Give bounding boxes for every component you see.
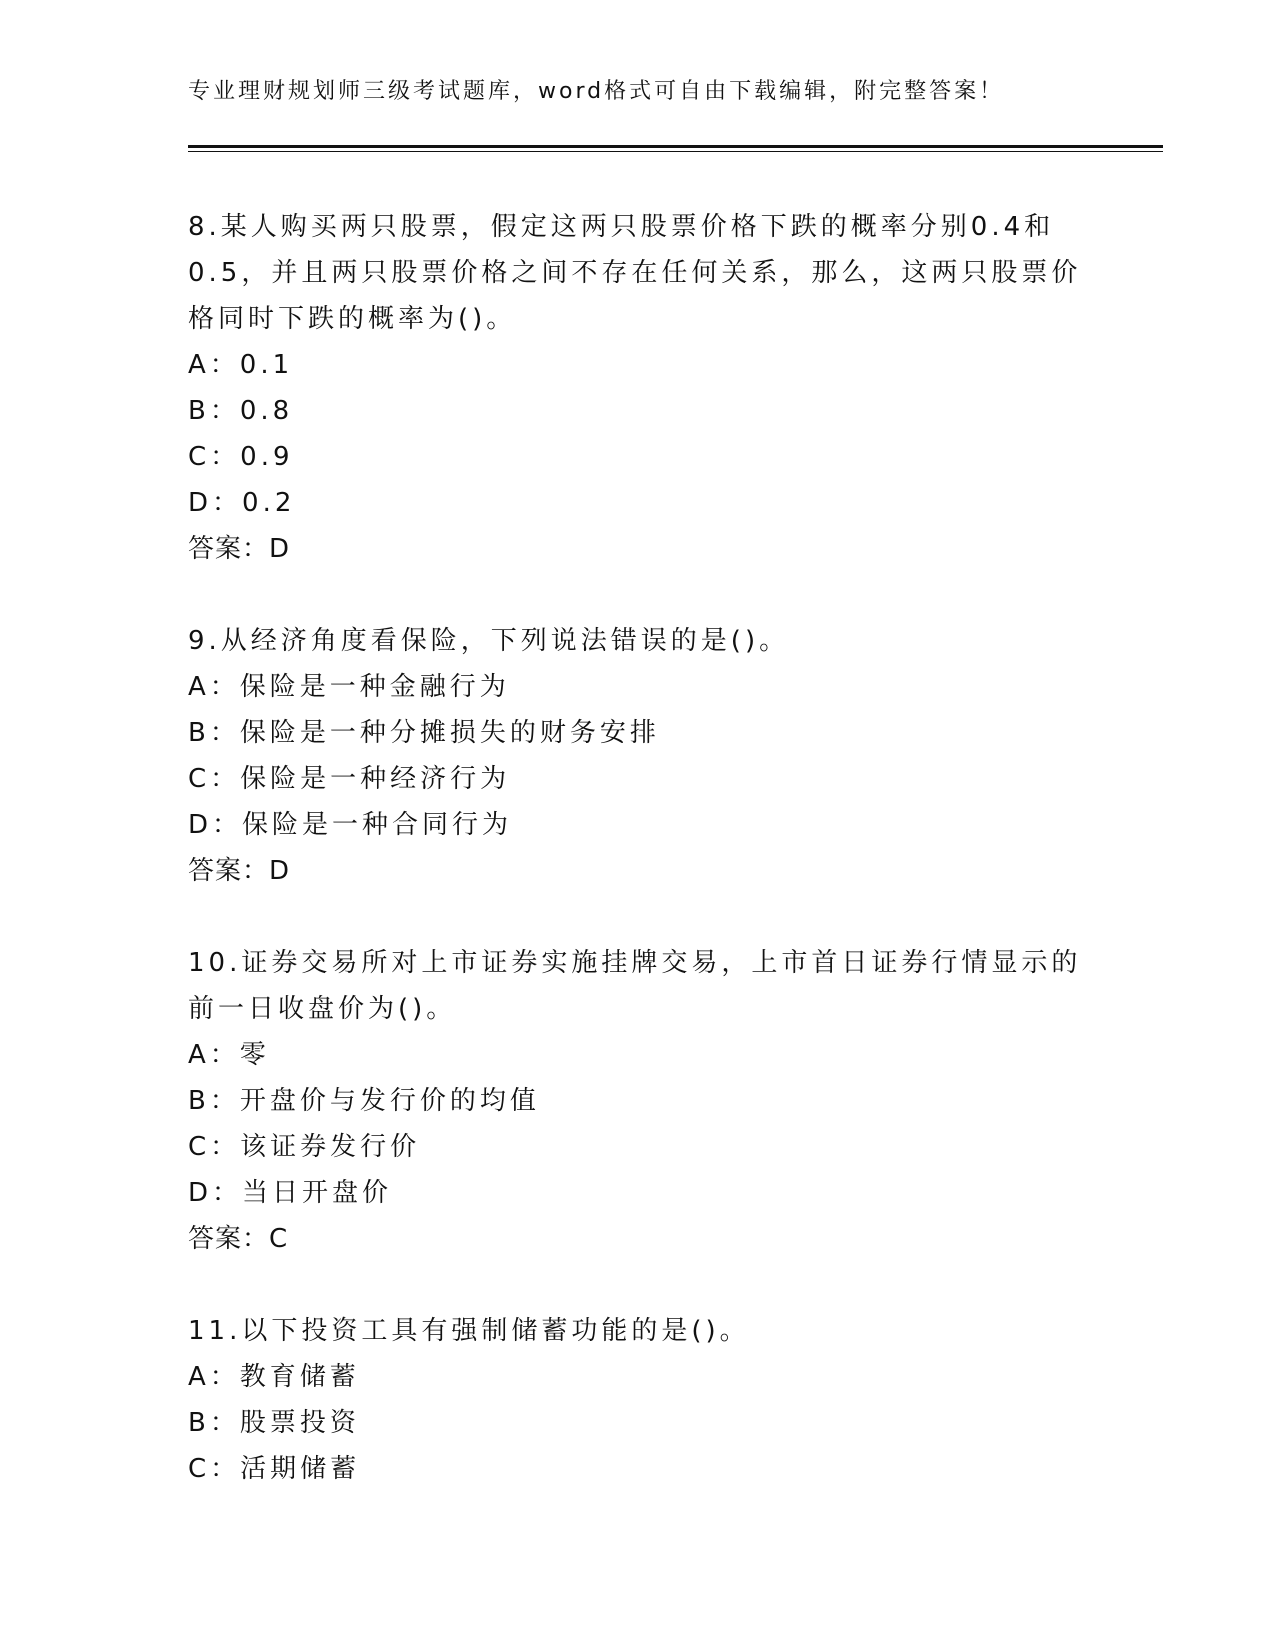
question-11 [188, 1308, 1088, 1492]
question-stem: 11.以下投资工具有强制储蓄功能的是()。 [188, 1316, 750, 1346]
question-8 [188, 204, 1088, 572]
question-list [188, 204, 1088, 1538]
question-stem: 8.某人购买两只股票，假定这两只股票价格下跌的概率分别0.4和0.5，并且两只股票价格之间不存在任何关系，那么，这两只股票价格同时下跌的概率为()。 [188, 212, 1082, 334]
option-a: A：教育储蓄 [188, 1362, 360, 1392]
option-c: C：0.9 [188, 442, 294, 472]
option-b: B：开盘价与发行价的均值 [188, 1086, 540, 1116]
option-a: A：0.1 [188, 350, 294, 380]
option-b: B：股票投资 [188, 1408, 360, 1438]
question-10 [188, 940, 1088, 1262]
question-9 [188, 618, 1088, 894]
header-rule-thin [188, 151, 1163, 152]
header-rule-thick [188, 145, 1163, 148]
option-a: A：保险是一种金融行为 [188, 672, 510, 702]
answer: 答案：C [188, 1224, 289, 1254]
option-b: B：0.8 [188, 396, 294, 426]
option-c: C：活期储蓄 [188, 1454, 361, 1484]
option-a: A：零 [188, 1040, 270, 1070]
option-d: D：保险是一种合同行为 [188, 810, 513, 840]
option-c: C：保险是一种经济行为 [188, 764, 511, 794]
question-stem: 10.证券交易所对上市证券实施挂牌交易，上市首日证券行情显示的前一日收盘价为()。 [188, 948, 1082, 1024]
page-header: 专业理财规划师三级考试题库，word格式可自由下载编辑，附完整答案！ [188, 79, 1005, 104]
option-d: D：当日开盘价 [188, 1178, 393, 1208]
option-d: D：0.2 [188, 488, 296, 518]
answer: 答案：D [188, 534, 291, 564]
option-c: C：该证券发行价 [188, 1132, 421, 1162]
option-b: B：保险是一种分摊损失的财务安排 [188, 718, 660, 748]
answer: 答案：D [188, 856, 291, 886]
question-stem: 9.从经济角度看保险，下列说法错误的是()。 [188, 626, 790, 656]
